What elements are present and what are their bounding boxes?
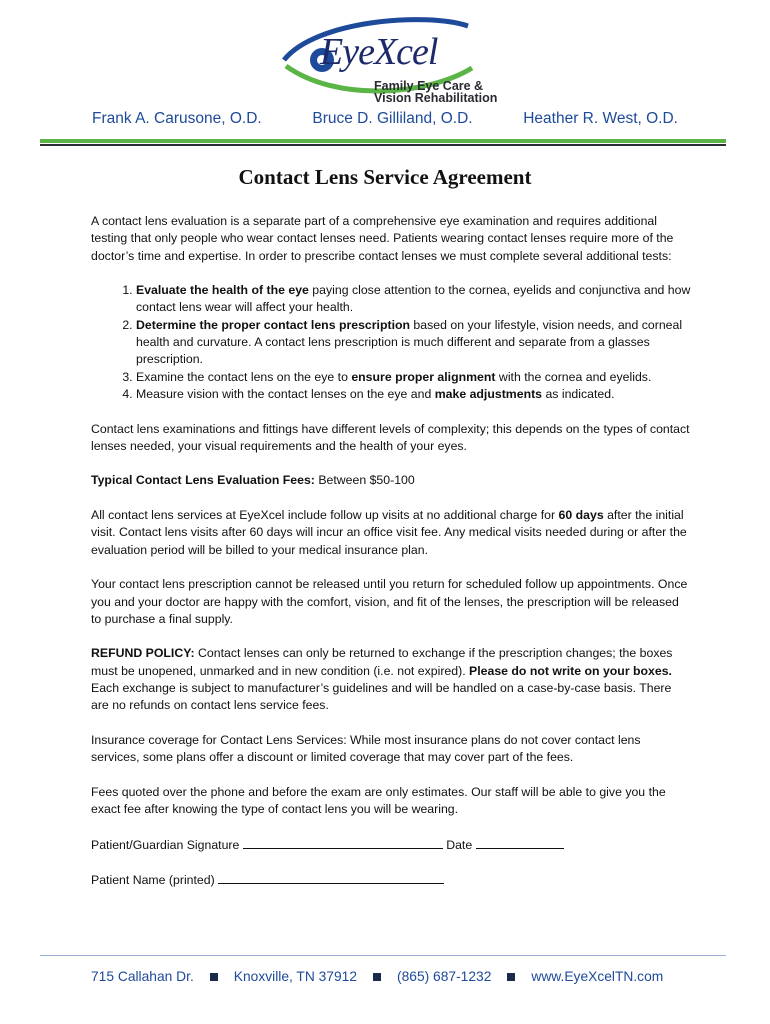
refund-paragraph: REFUND POLICY: Contact lenses can only be returned to exchange if the prescription changes; the boxes must be unopened, unmarked and in new condition (i.e. not expired). Please do not write on your boxes. Each exchange is subject to manufacturer’s guidelines and will be handled on a case-by-case basis. There are no refunds on contact lens service fees. [91,646,673,713]
square-bullet-icon [210,973,218,981]
patient-name-field[interactable] [218,871,444,884]
date-label: Date [446,837,473,852]
estimates-paragraph: Fees quoted over the phone and before the exam are only estimates. Our staff will be able to give you the exact fee after knowing the type of contact lens you will be wearing. [91,784,666,817]
header-divider-green [40,139,726,143]
fees-paragraph: Typical Contact Lens Evaluation Fees: Between $50-100 [91,473,415,488]
footer-contact [91,969,663,984]
logo-tagline: Family Eye Care & Vision Rehabilitation [374,79,498,105]
document-title: Contact Lens Service Agreement [238,165,532,189]
list-item: 3. Examine the contact lens on the eye to ensure proper alignment with the cornea and eyelids. [136,369,691,386]
patient-name-row [91,871,691,889]
list-item: 1. Evaluate the health of the eye paying close attention to the cornea, eyelids and conjunctiva and how contact lens wear will affect your health. [136,282,691,317]
square-bullet-icon [373,973,381,981]
footer-website[interactable]: www.EyeXcelTN.com [531,969,664,984]
signature-label: Patient/Guardian Signature [91,837,243,852]
signature-field[interactable] [243,836,443,849]
footer-city: Knoxville, TN 37912 [233,969,358,984]
patient-name-label: Patient Name (printed) [91,873,215,888]
release-paragraph: Your contact lens prescription cannot be released until you return for scheduled follow up appointments. Once you and your doctor are happy with the comfort, vision, and fit of the lenses, the prescription will be released to purchase a final supply. [91,577,688,626]
doctor-name: Bruce D. Gilliland, O.D. [312,110,473,127]
insurance-paragraph: Insurance coverage for Contact Lens Services: While most insurance plans do not cover contact lens services, some plans offer a discount or limited coverage that may cover part of the fees. [91,732,641,765]
complexity-paragraph: Contact lens examinations and fittings have different levels of complexity; this depends on the types of contact lenses needed, your visual requirements and the health of your eyes. [91,421,690,453]
eyexcel-logo [276,16,496,108]
footer-divider [40,955,726,956]
square-bullet-icon [507,973,515,981]
header-divider-dark [40,144,726,146]
logo-wordmark: EyeXcel [320,31,438,73]
doctor-name: Frank A. Carusone, O.D. [92,110,262,127]
agreement-body [91,213,691,907]
intro-paragraph: A contact lens evaluation is a separate part of a comprehensive eye examination and requires additional testing that only people who wear contact lenses need. Patients wearing contact lenses require more of the doctor’s time and expertise. In order to prescribe contact lenses we must complete several additional tests: [91,214,674,263]
footer-address: 715 Callahan Dr. [91,969,194,984]
date-field[interactable] [476,836,564,849]
followup-paragraph: All contact lens services at EyeXcel include follow up visits at no additional charge for 60 days after the initial visit. Contact lens visits after 60 days will incur an office visit fee. Any medical visits needed during or after the evaluation period will be billed to your medical insurance plan. [91,508,687,557]
footer-phone: (865) 687-1232 [397,969,492,984]
doctor-name: Heather R. West, O.D. [523,110,678,127]
signature-row [91,836,691,854]
list-item: 4. Measure vision with the contact lenses on the eye and make adjustments as indicated. [136,386,691,403]
doctor-list [92,110,678,128]
list-item: 2. Determine the proper contact lens prescription based on your lifestyle, vision needs, and corneal health and curvature. A contact lens prescription is much different and separate from a glasses prescription. [136,317,691,369]
tests-list [91,282,691,403]
